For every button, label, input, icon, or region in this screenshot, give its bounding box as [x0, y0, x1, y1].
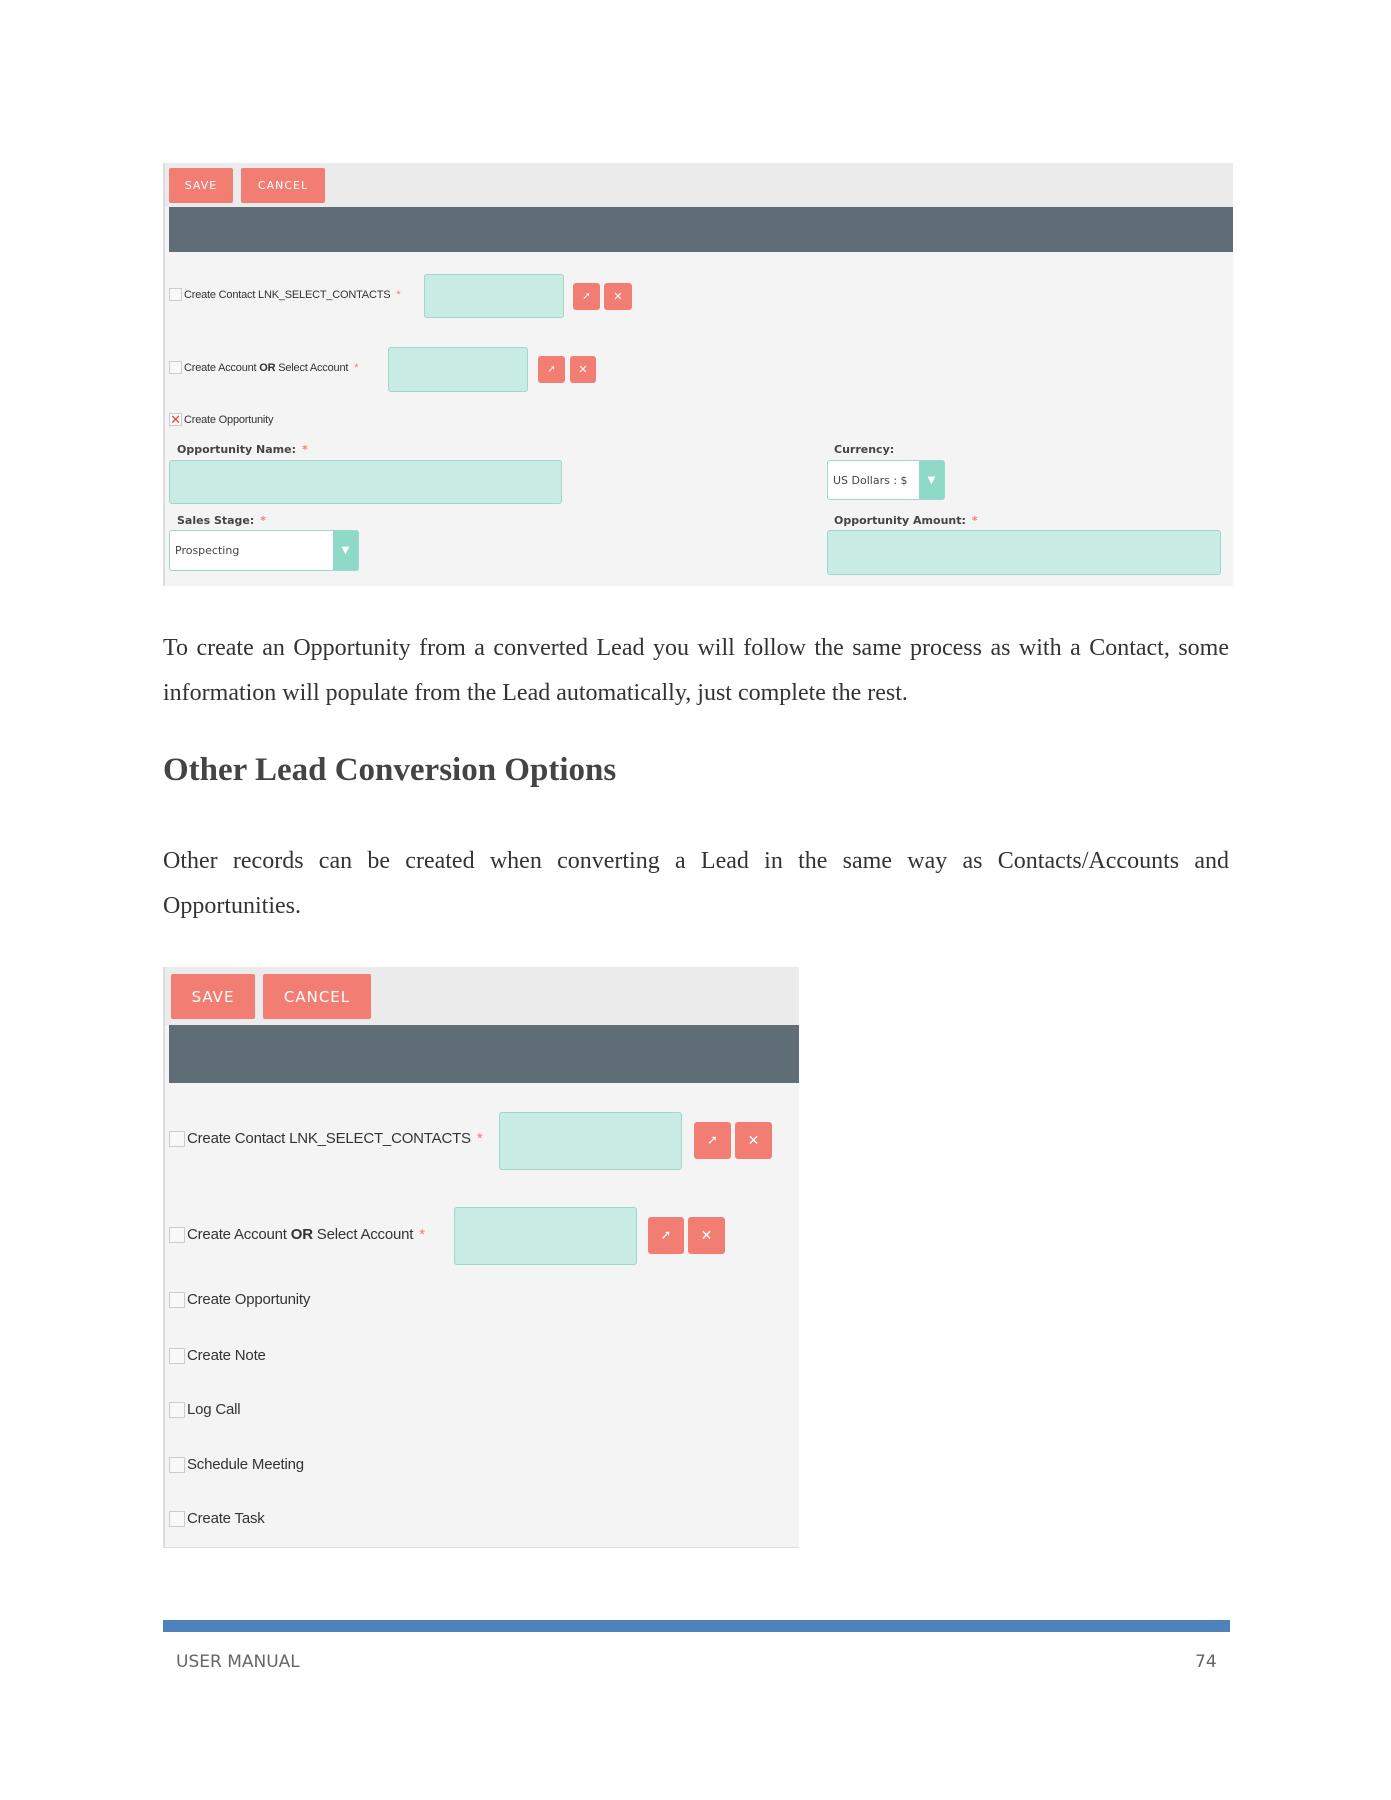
page-number: 74 — [1195, 1652, 1217, 1672]
option-label: Schedule Meeting — [187, 1456, 304, 1473]
option-label: Create Opportunity — [187, 1291, 311, 1308]
convert-lead-form-1 — [163, 163, 1233, 586]
sales-stage-value: Prospecting — [175, 544, 240, 557]
footer-label: USER MANUAL — [176, 1652, 300, 1672]
option-create-task[interactable] — [169, 1510, 265, 1527]
option-create-note[interactable] — [169, 1347, 266, 1364]
create-opportunity-label: Create Opportunity — [184, 413, 274, 426]
create-contact-row — [169, 288, 400, 301]
lnk-select-contacts-label: LNK_SELECT_CONTACTS — [289, 1130, 471, 1147]
required-marker: * — [354, 361, 359, 374]
create-contact-checkbox[interactable] — [169, 1131, 185, 1147]
select-contact-button[interactable] — [694, 1122, 731, 1159]
opportunity-name-label: Opportunity Name: * — [177, 443, 308, 456]
create-account-label: Create Account — [187, 1226, 291, 1243]
action-bar — [165, 163, 1233, 207]
currency-select[interactable] — [827, 460, 945, 500]
cursor-arrow-icon: ➚ — [582, 291, 591, 302]
save-button[interactable]: SAVE — [171, 974, 255, 1019]
opportunity-amount-input[interactable] — [827, 530, 1221, 575]
body-paragraph: To create an Opportunity from a converted Lead you will follow the same process as with a Contact, some information will populate from the Lead automatically, just complete the rest. — [163, 635, 1229, 706]
section-heading: Other Lead Conversion Options — [163, 752, 617, 788]
chevron-down-icon: ▼ — [333, 531, 358, 570]
cancel-button[interactable]: CANCEL — [263, 974, 371, 1019]
header-bar — [169, 1025, 799, 1083]
or-label: OR — [290, 1226, 313, 1243]
cursor-arrow-icon: ➚ — [707, 1133, 718, 1148]
option-label: Create Task — [187, 1510, 265, 1527]
create-contact-row — [169, 1130, 483, 1147]
select-account-button[interactable] — [538, 356, 565, 383]
close-icon: ✕ — [613, 290, 623, 303]
close-icon: ✕ — [578, 363, 588, 376]
required-marker: * — [476, 1130, 483, 1147]
account-input[interactable] — [388, 347, 528, 392]
create-opportunity-row — [169, 413, 273, 426]
checkbox[interactable] — [169, 1348, 185, 1364]
create-account-label: Create Account — [184, 361, 260, 374]
contact-input[interactable] — [424, 274, 564, 318]
create-contact-label: Create Contact LNK_SELECT_CONTACTS — [184, 288, 391, 301]
account-input[interactable] — [454, 1207, 637, 1265]
option-create-opportunity[interactable] — [169, 1291, 310, 1308]
checkbox[interactable] — [169, 1292, 185, 1308]
create-account-row — [169, 1226, 425, 1243]
option-label: Log Call — [187, 1401, 241, 1418]
option-log-call[interactable] — [169, 1401, 240, 1418]
create-contact-label: Create Contact — [187, 1130, 290, 1147]
checkbox[interactable] — [169, 1402, 185, 1418]
clear-contact-button[interactable] — [604, 283, 632, 310]
select-account-label: Select Account — [275, 361, 349, 374]
convert-lead-form-2 — [163, 967, 799, 1548]
create-account-checkbox[interactable] — [169, 361, 182, 374]
save-button[interactable]: SAVE — [169, 168, 233, 203]
required-marker: * — [396, 288, 401, 301]
create-account-checkbox[interactable] — [169, 1227, 185, 1243]
create-opportunity-checkbox-checked[interactable]: ✕ — [170, 412, 181, 427]
create-contact-checkbox[interactable] — [169, 288, 182, 301]
body-paragraph: Other records can be created when converting a Lead in the same way as Contacts/Accounts and Opportunities. — [163, 848, 1229, 919]
checkbox[interactable] — [169, 1511, 185, 1527]
checkbox[interactable] — [169, 1457, 185, 1473]
close-icon: ✕ — [700, 1227, 713, 1244]
option-label: Create Note — [187, 1347, 266, 1364]
option-schedule-meeting[interactable] — [169, 1456, 304, 1473]
cursor-arrow-icon: ➚ — [660, 1228, 672, 1243]
header-bar — [169, 207, 1233, 252]
currency-value: US Dollars : $ — [833, 473, 908, 487]
clear-account-button[interactable] — [688, 1217, 725, 1254]
chevron-down-icon: ▼ — [919, 461, 944, 499]
currency-label: Currency: — [834, 443, 895, 456]
select-account-label: Select Account — [312, 1226, 414, 1243]
clear-contact-button[interactable] — [735, 1122, 772, 1159]
create-account-row — [169, 361, 358, 374]
clear-account-button[interactable] — [570, 356, 596, 383]
select-contact-button[interactable] — [573, 283, 600, 310]
opportunity-amount-label: Opportunity Amount: * — [834, 514, 978, 527]
sales-stage-select[interactable] — [169, 530, 359, 571]
opportunity-name-input[interactable] — [169, 460, 562, 504]
select-account-button[interactable] — [648, 1217, 684, 1254]
close-icon: ✕ — [747, 1132, 760, 1149]
or-label: OR — [259, 361, 276, 374]
contact-input[interactable] — [499, 1112, 682, 1170]
required-marker: * — [419, 1226, 425, 1243]
footer-bar — [163, 1620, 1230, 1632]
cursor-arrow-icon: ➚ — [547, 364, 556, 375]
sales-stage-label: Sales Stage: * — [177, 514, 267, 527]
action-bar — [165, 967, 799, 1025]
cancel-button[interactable]: CANCEL — [241, 168, 325, 203]
